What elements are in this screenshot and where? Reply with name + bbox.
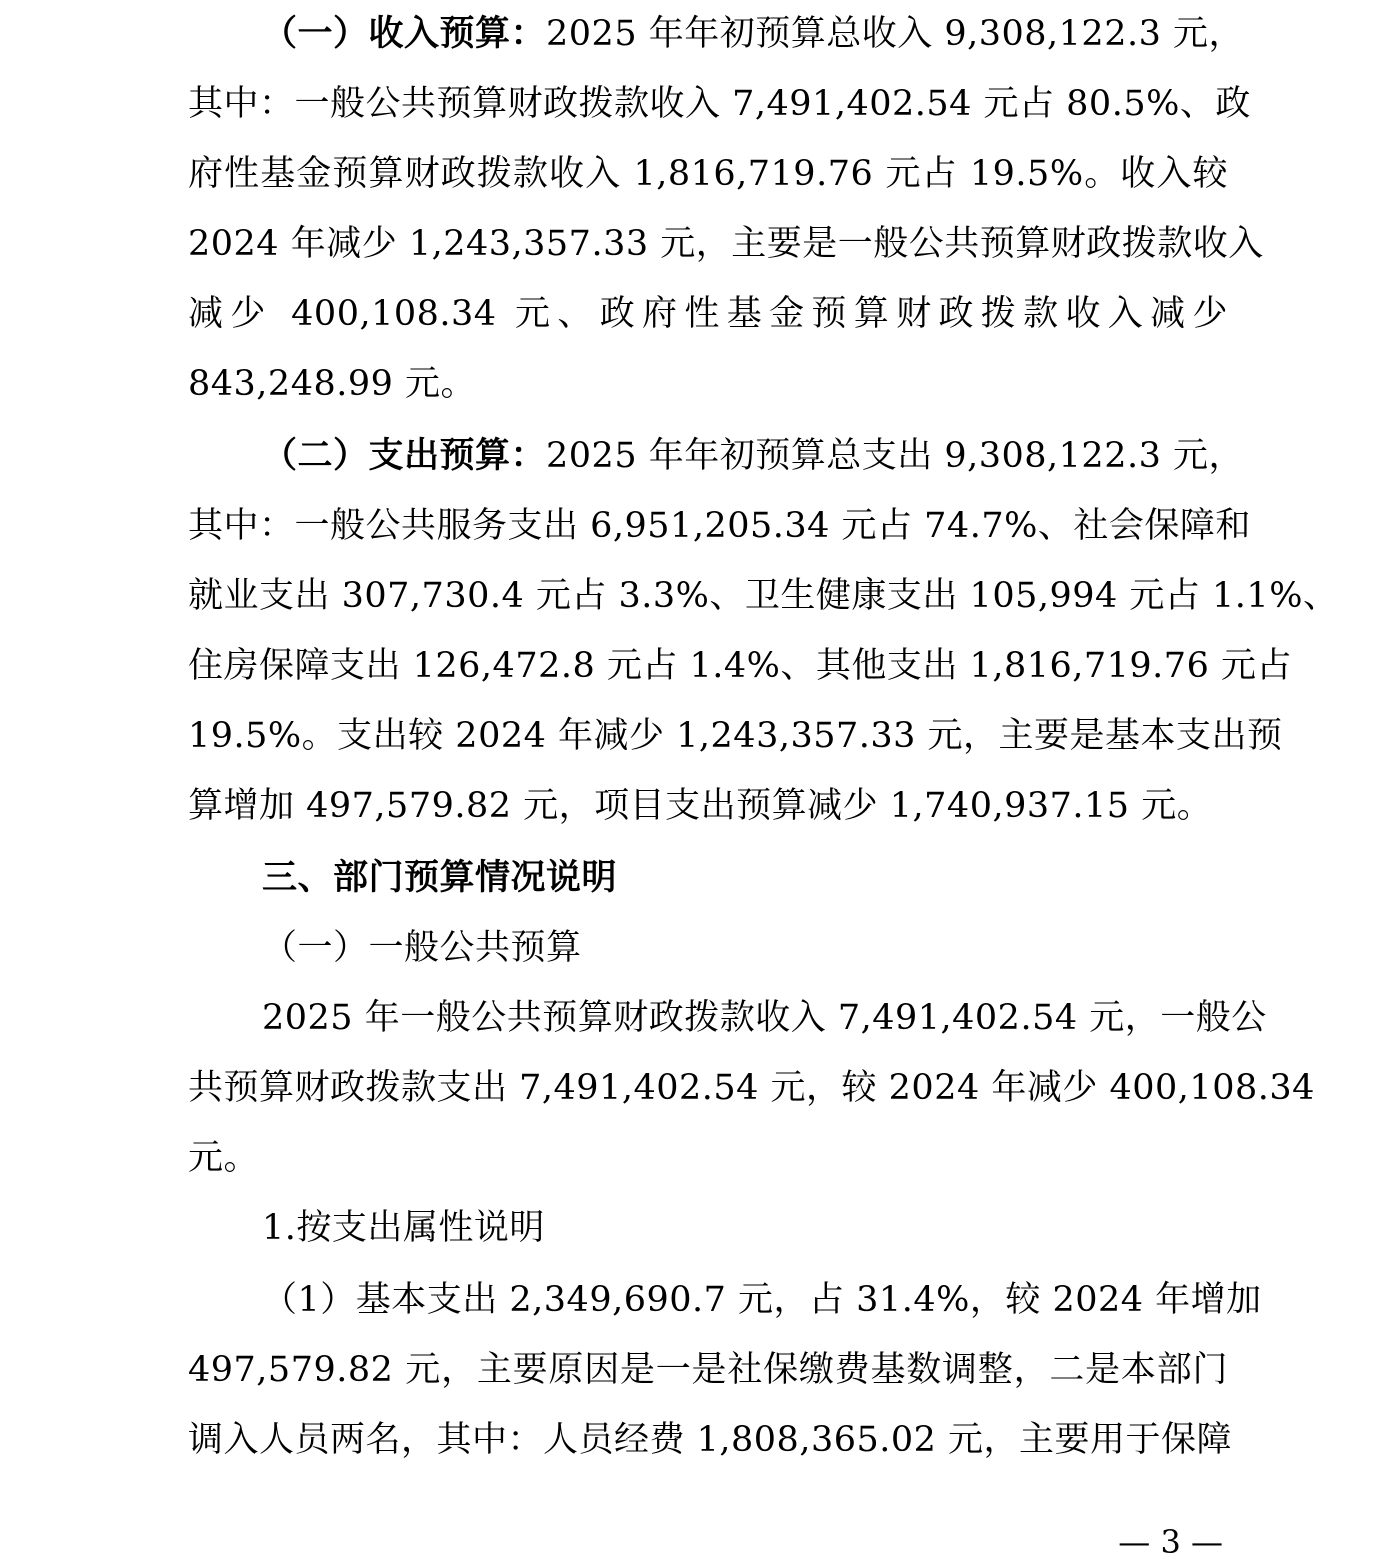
income-budget-line-6: 843,248.99 元。 <box>188 364 477 404</box>
income-budget-line-1-text: 2025 年年初预算总收入 9,308,122.3 元， <box>546 14 1244 54</box>
subsection-heading: （一）一般公共预算 <box>262 928 582 968</box>
expense-budget-line-3: 就业支出 307,730.4 元占 3.3%、卫生健康支出 105,994 元占 1.1%、 <box>188 576 1339 616</box>
income-budget-line-5: 减少 400,108.34 元、政府性基金预算财政拨款收入减少 <box>188 294 1228 334</box>
expense-budget-line-4: 住房保障支出 126,472.8 元占 1.4%、其他支出 1,816,719.76 元占 <box>188 646 1292 686</box>
expense-budget-line-1 <box>262 434 1244 478</box>
page-number: — 3 — <box>1118 1523 1223 1561</box>
income-budget-label: （一）收入预算： <box>262 13 547 54</box>
basic-expense-line-1: （1）基本支出 2,349,690.7 元，占 31.4%，较 2024 年增加 <box>262 1280 1262 1320</box>
expense-budget-line-1-text: 2025 年年初预算总支出 9,308,122.3 元， <box>546 436 1244 476</box>
income-budget-line-2: 其中：一般公共预算财政拨款收入 7,491,402.54 元占 80.5%、政 <box>188 84 1251 124</box>
general-budget-line-2: 共预算财政拨款支出 7,491,402.54 元，较 2024 年减少 400,108.34 <box>188 1068 1315 1108</box>
general-budget-line-1: 2025 年一般公共预算财政拨款收入 7,491,402.54 元，一般公 <box>262 998 1267 1038</box>
expense-budget-line-2: 其中：一般公共服务支出 6,951,205.34 元占 74.7%、社会保障和 <box>188 506 1251 546</box>
general-budget-line-3: 元。 <box>188 1138 260 1178</box>
section-heading: 三、部门预算情况说明 <box>262 857 618 898</box>
expense-budget-line-5: 19.5%。支出较 2024 年减少 1,243,357.33 元，主要是基本支出预 <box>188 716 1283 756</box>
expense-budget-line-6: 算增加 497,579.82 元，项目支出预算减少 1,740,937.15 元。 <box>188 786 1213 826</box>
income-budget-line-4: 2024 年减少 1,243,357.33 元，主要是一般公共预算财政拨款收入 <box>188 224 1264 264</box>
basic-expense-line-2: 497,579.82 元，主要原因是一是社保缴费基数调整，二是本部门 <box>188 1350 1228 1390</box>
item-heading: 1.按支出属性说明 <box>262 1208 545 1248</box>
income-budget-line-3: 府性基金预算财政拨款收入 1,816,719.76 元占 19.5%。收入较 <box>188 154 1228 194</box>
expense-budget-label: （二）支出预算： <box>262 435 547 476</box>
basic-expense-line-3: 调入人员两名，其中：人员经费 1,808,365.02 元，主要用于保障 <box>188 1420 1233 1460</box>
income-budget-line-1 <box>262 12 1244 56</box>
